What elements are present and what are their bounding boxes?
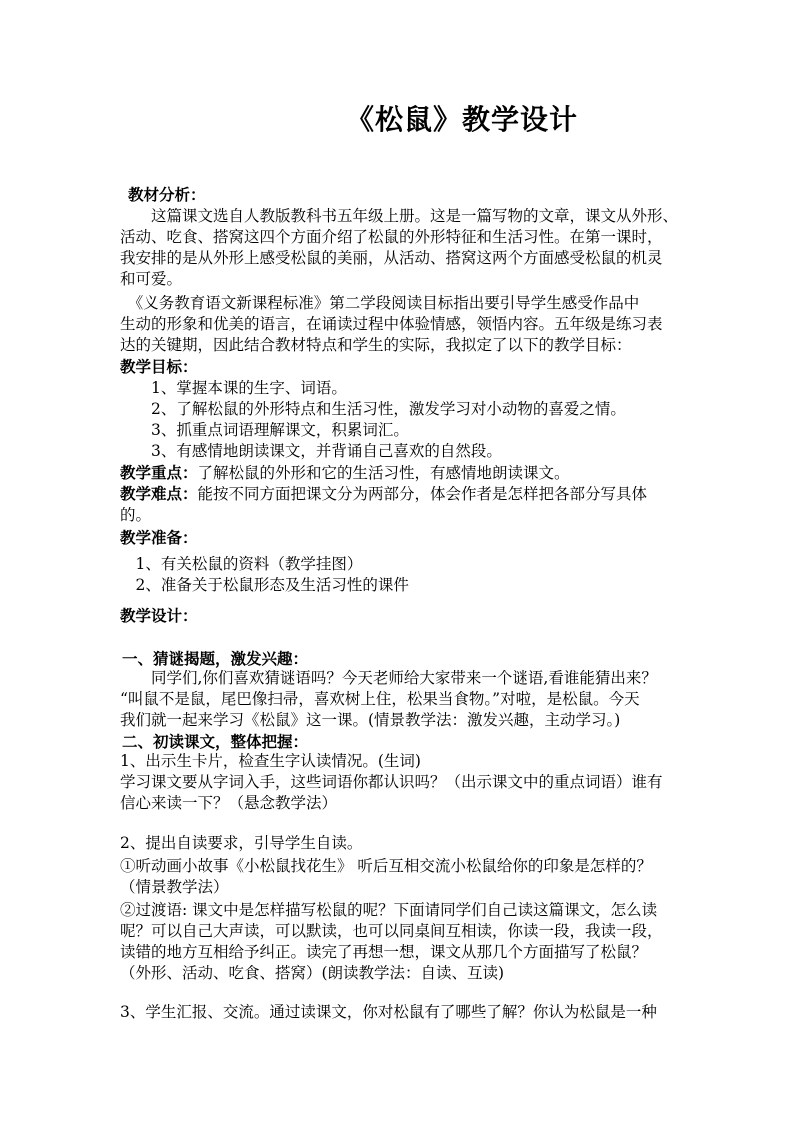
paragraph-line: 《义务教育语文新课程标准》第二学段阅读目标指出要引导学生感受作品中 bbox=[120, 294, 640, 312]
paragraph-line: 这篇课文选自人教版教科书五年级上册。这是一篇写物的文章，课文从外形、 bbox=[120, 207, 679, 225]
heading-label: 教材分析： bbox=[128, 185, 206, 204]
heading-label: 一、猜谜揭题，激发兴趣： bbox=[122, 649, 309, 668]
section-heading bbox=[128, 184, 206, 206]
paragraph-line: 3、抓重点词语理解课文，积累词汇。 bbox=[120, 421, 409, 439]
heading-text: 了解松鼠的外形和它的生活习性，有感情地朗读课文。 bbox=[197, 464, 570, 482]
paragraph-line: 1、掌握本课的生字、词语。 bbox=[120, 379, 347, 397]
paragraph-line: 2、了解松鼠的外形特点和生活习性，激发学习对小动物的喜爱之情。 bbox=[120, 400, 626, 418]
paragraph-line: 达的关键期，因此结合教材特点和学生的实际，我拟定了以下的教学目标： bbox=[120, 336, 632, 354]
section-heading bbox=[120, 605, 198, 627]
heading-label: 教学难点： bbox=[120, 484, 198, 503]
paragraph-line: 2、提出自读要求，引导学生自读。 bbox=[120, 834, 363, 852]
paragraph-line: 读错的地方互相给予纠正。读完了再想一想，课文从那几个方面描写了松鼠？ bbox=[120, 943, 648, 961]
heading-label: 教学重点： bbox=[120, 463, 198, 482]
heading-label: 教学目标： bbox=[120, 357, 198, 376]
paragraph-line: 同学们,你们喜欢猜谜语吗？今天老师给大家带来一个谜语,看谁能猜出来？ bbox=[120, 669, 657, 687]
paragraph-line: 学习课文要从字词入手，这些词语你都认识吗？（出示课文中的重点词语）谁有 bbox=[120, 773, 663, 791]
paragraph-line: 信心来读一下？（悬念教学法） bbox=[120, 794, 338, 812]
paragraph-line: 2、准备关于松鼠形态及生活习性的课件 bbox=[120, 576, 409, 594]
section-heading bbox=[120, 356, 198, 378]
paragraph-line: 的。 bbox=[120, 506, 152, 524]
paragraph-line: ①听动画小故事《小松鼠找花生》 听后互相交流小松鼠给你的印象是怎样的？ bbox=[120, 857, 652, 875]
paragraph-line: 我们就一起来学习《松鼠》这一课。(情景教学法：激发兴趣，主动学习。) bbox=[120, 711, 621, 729]
paragraph-line: 我安排的是从外形上感受松鼠的美丽，从活动、搭窝这两个方面感受松鼠的机灵 bbox=[120, 249, 663, 267]
heading-label: 教学设计： bbox=[120, 606, 198, 625]
paragraph-line: “叫鼠不是鼠，尾巴像扫帚，喜欢树上住，松果当食物。”对啦，是松鼠。今天 bbox=[120, 690, 640, 708]
paragraph-line: 呢？可以自己大声读，可以默读，也可以同桌间互相读，你读一段，我读一段， bbox=[120, 922, 663, 940]
paragraph-line: 活动、吃食、搭窝这四个方面介绍了松鼠的外形特征和生活习性。在第一课时， bbox=[120, 228, 663, 246]
document-title: 《松鼠》教学设计 bbox=[345, 103, 578, 136]
paragraph-line: 1、出示生卡片，检查生字认读情况。(生词) bbox=[120, 752, 421, 770]
heading-label: 二、初读课文，整体把握： bbox=[122, 732, 309, 751]
paragraph-line: （外形、活动、吃食、搭窝）(朗读教学法：自读、互读) bbox=[120, 964, 505, 982]
paragraph-line: 和可爱。 bbox=[120, 270, 183, 288]
heading-label: 教学准备： bbox=[120, 528, 198, 547]
section-heading bbox=[120, 527, 198, 549]
paragraph-line: 3、学生汇报、交流。通过读课文，你对松鼠有了哪些了解？你认为松鼠是一种 bbox=[120, 1003, 657, 1021]
paragraph-line: ②过渡语: 课文中是怎样描写松鼠的呢？下面请同学们自己读这篇课文，怎么读 bbox=[120, 901, 658, 919]
heading-text: 能按不同方面把课文分为两部分，体会作者是怎样把各部分写具体 bbox=[197, 485, 648, 503]
section-heading bbox=[120, 483, 647, 505]
paragraph-line: （情景教学法） bbox=[120, 878, 229, 896]
section-heading bbox=[120, 462, 570, 484]
paragraph-line: 生动的形象和优美的语言，在诵读过程中体验情感，领悟内容。五年级是练习表 bbox=[120, 315, 663, 333]
paragraph-line: 3、有感情地朗读课文，并背诵自己喜欢的自然段。 bbox=[120, 442, 502, 460]
paragraph-line: 1、有关松鼠的资料（教学挂图） bbox=[120, 555, 363, 573]
